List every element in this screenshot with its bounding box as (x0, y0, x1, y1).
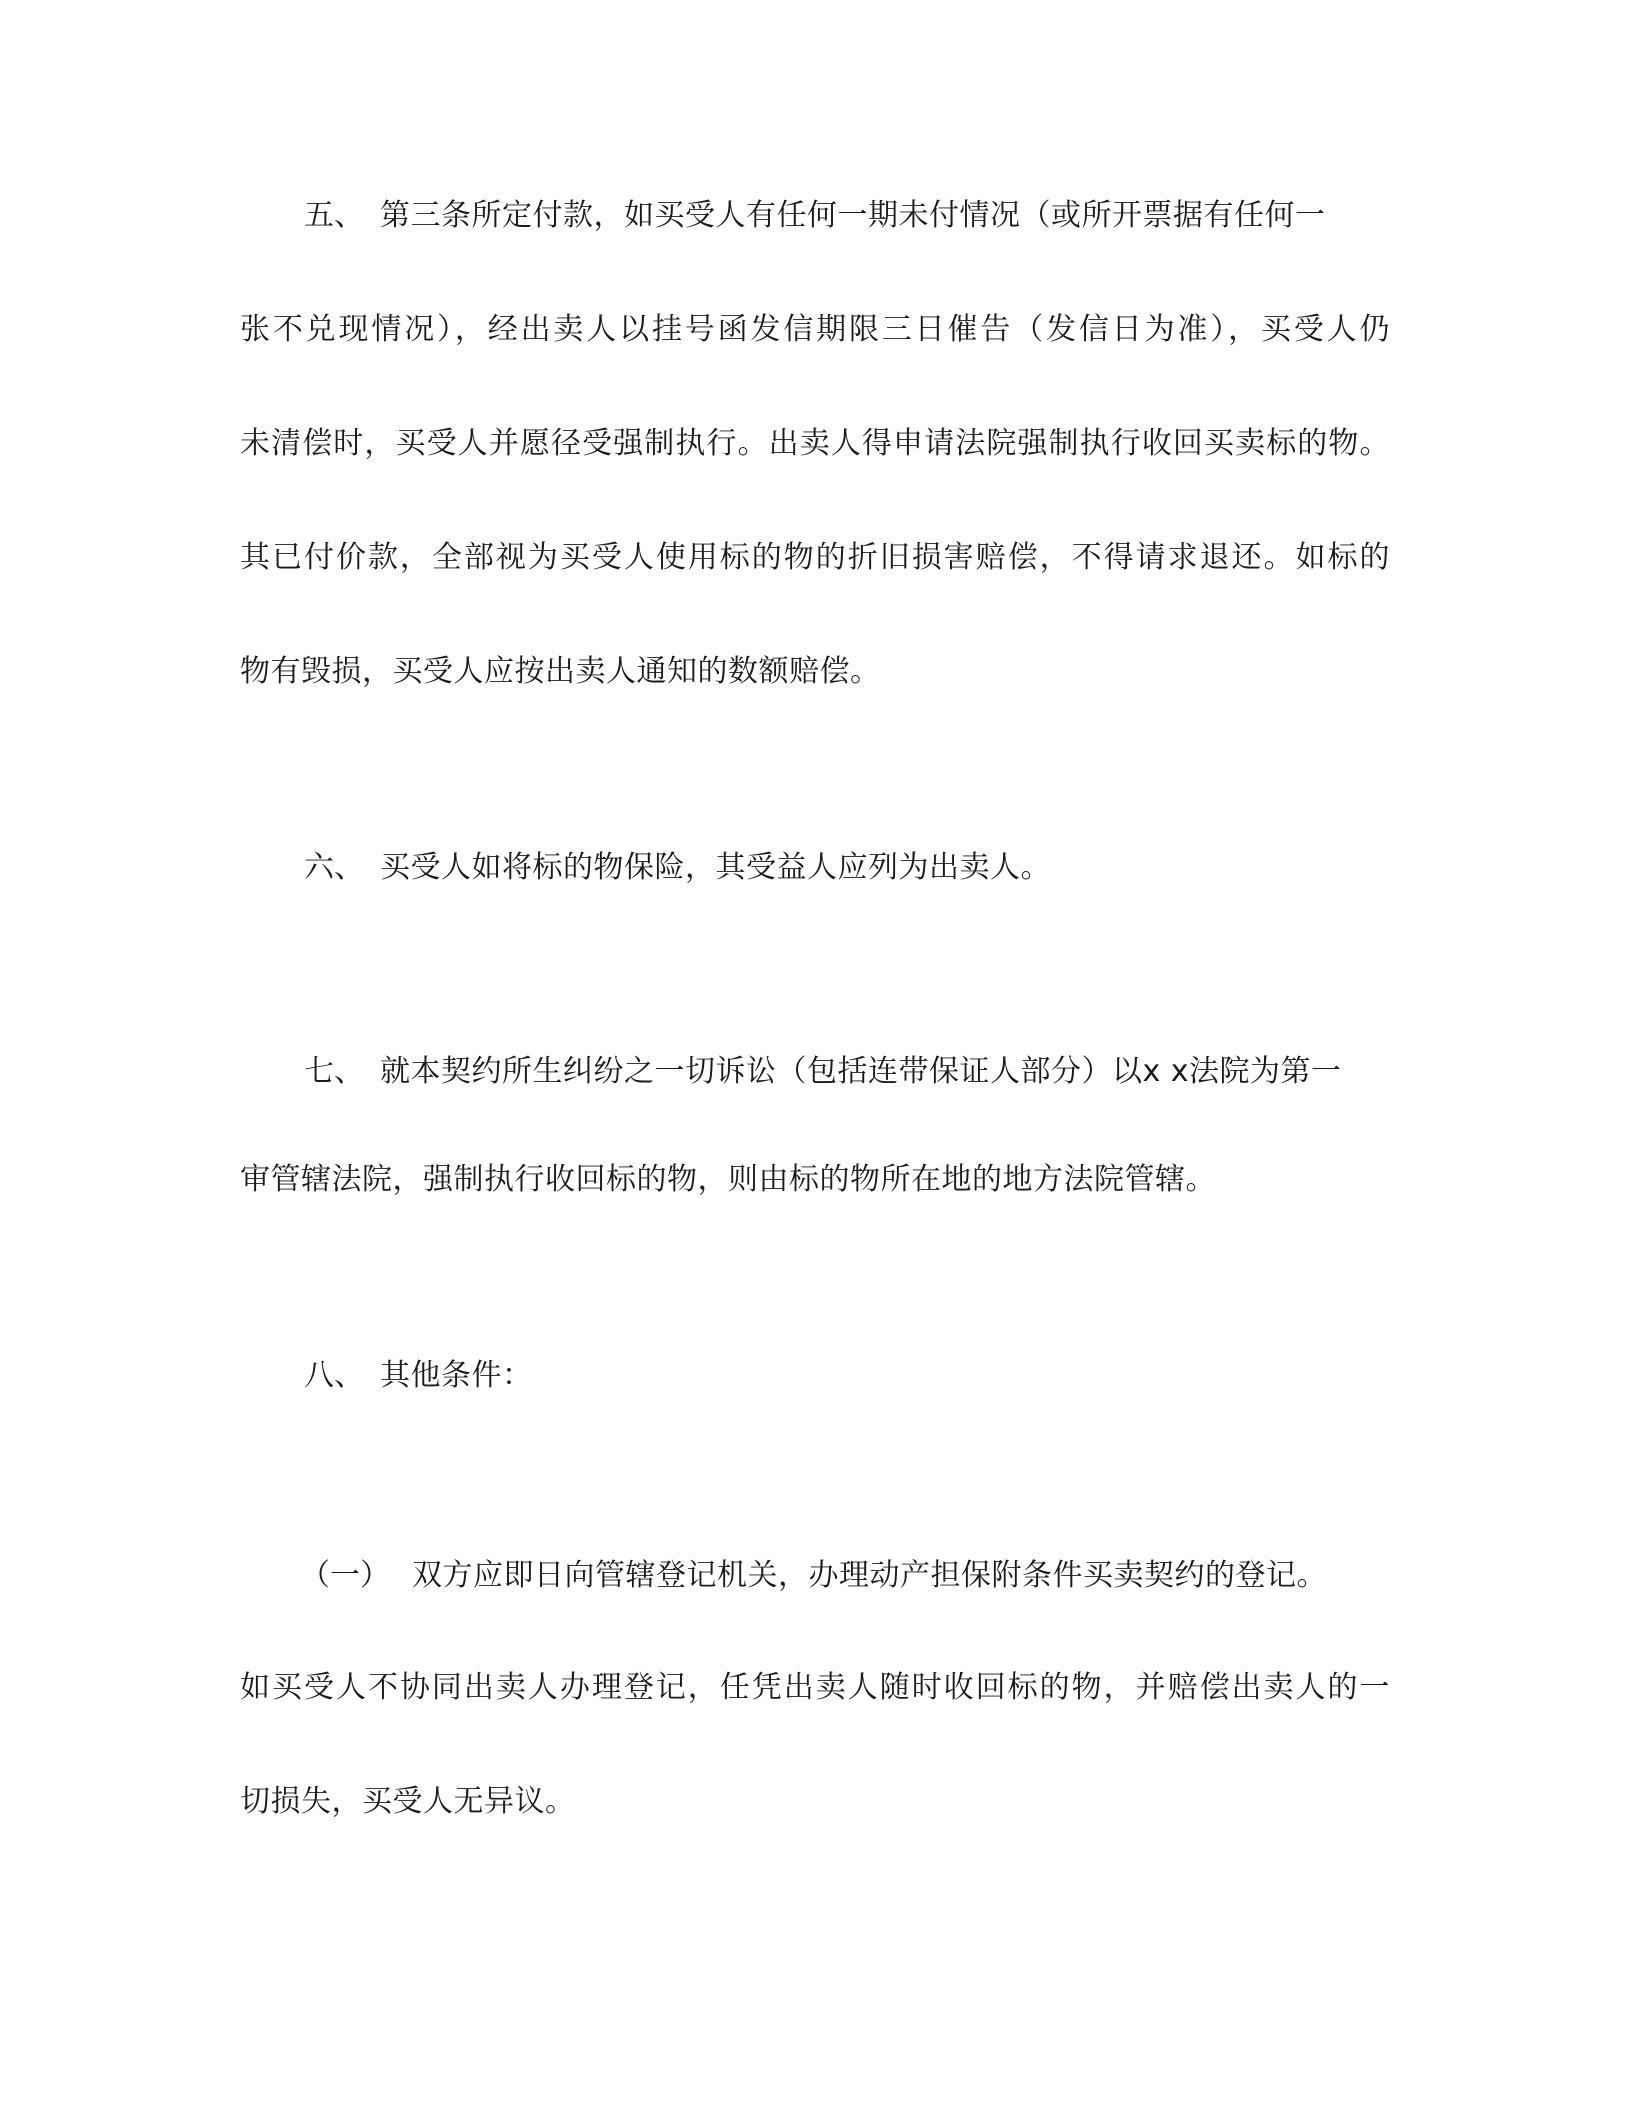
clause-7-line-1: 就本契约所生纠纷之一切诉讼（包括连带保证人部分）以x x法院为第一 (380, 1054, 1342, 1089)
clause-6-line-1: 买受人如将标的物保险，其受益人应列为出卖人。 (380, 850, 1051, 885)
clause-5-number: 五、 (304, 198, 364, 233)
clause-7-number: 七、 (304, 1054, 364, 1089)
clause-5-line-1: 第三条所定付款，如买受人有任何一期未付情况（或所开票据有任何一 (380, 198, 1326, 233)
clause-8-number: 八、 (304, 1358, 364, 1393)
clause-8-line-1: 其他条件： (380, 1358, 533, 1393)
sub-clause-1-line-2: 如买受人不协同出卖人办理登记，任凭出卖人随时收回标的物，并赔偿出卖人的一 (240, 1670, 1390, 1705)
clause-5-line-5: 物有毁损，买受人应按出卖人通知的数额赔偿。 (240, 654, 881, 689)
clause-5-line-3: 未清偿时，买受人并愿径受强制执行。出卖人得申请法院强制执行收回买卖标的物。 (240, 426, 1390, 461)
sub-clause-1-line-1: 双方应即日向管辖登记机关，办理动产担保附条件买卖契约的登记。 (412, 1558, 1327, 1593)
sub-clause-1-number: （一） (300, 1558, 390, 1593)
clause-6-number: 六、 (304, 850, 364, 885)
clause-7-line-2: 审管辖法院，强制执行收回标的物，则由标的物所在地的地方法院管辖。 (240, 1162, 1216, 1197)
sub-clause-1-line-3: 切损失，买受人无异议。 (240, 1784, 576, 1819)
clause-5-line-2: 张不兑现情况），经出卖人以挂号函发信期限三日催告（发信日为准），买受人仍 (240, 312, 1390, 347)
clause-5-line-4: 其已付价款，全部视为买受人使用标的物的折旧损害赔偿，不得请求退还。如标的 (240, 540, 1390, 575)
